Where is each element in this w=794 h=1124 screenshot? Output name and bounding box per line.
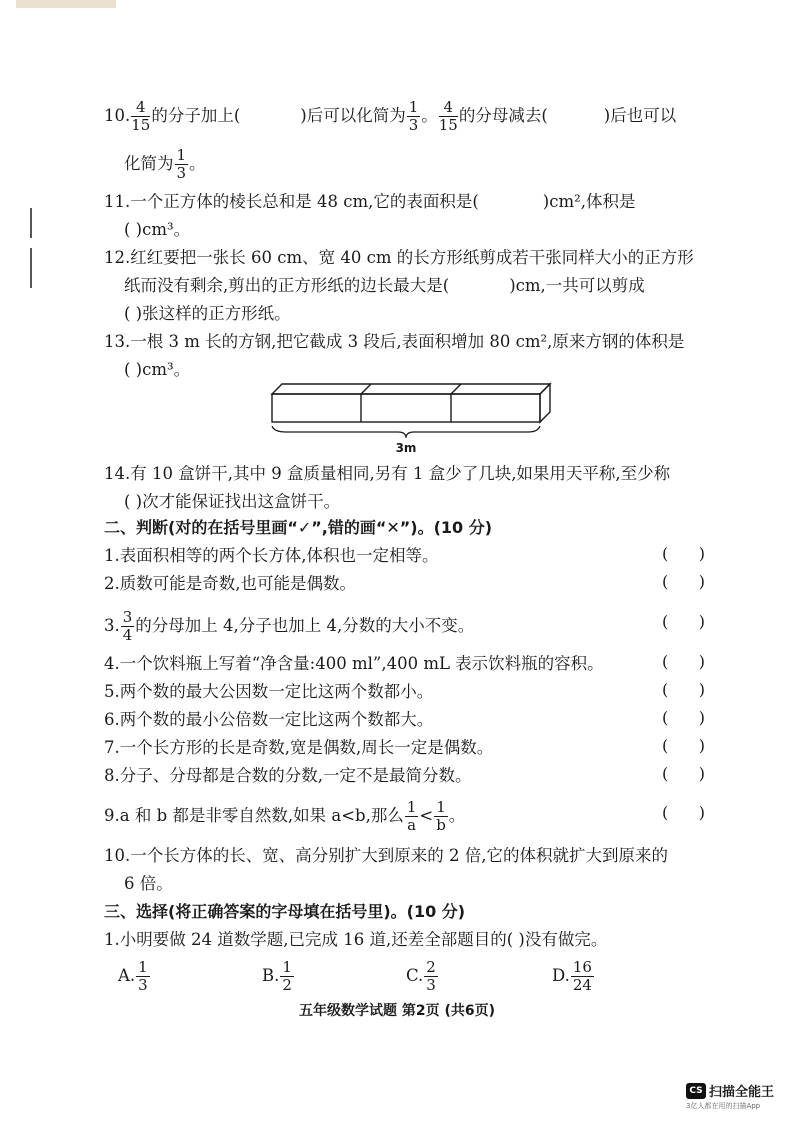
fraction: $\frac{4}{15}$	[438, 98, 458, 134]
judge-item-5: 5.两个数的最大公因数一定比这两个数都小。	[104, 682, 434, 701]
bar-side-face	[540, 384, 550, 422]
answer-paren[interactable]: ( )	[662, 652, 705, 671]
length-brace	[272, 426, 540, 438]
fraction: $\frac{16}{24}$	[572, 958, 592, 994]
judge-item-6: 6.两个数的最小公倍数一定比这两个数都大。	[104, 710, 434, 729]
question-11-line1: 11.一个正方体的棱长总和是 48 cm,它的表面积是( )cm²,体积是	[104, 192, 636, 211]
judge-item-7: 7.一个长方形的长是奇数,宽是偶数,周长一定是偶数。	[104, 738, 494, 757]
answer-paren[interactable]: ( )	[662, 708, 705, 727]
answer-paren[interactable]: ( )	[662, 803, 705, 822]
cut-line-top	[361, 384, 371, 394]
choice-question-1: 1.小明要做 24 道数学题,已完成 16 道,还差全部题目的( )没有做完。	[104, 930, 608, 949]
section-3-heading: 三、选择(将正确答案的字母填在括号里)。(10 分)	[104, 902, 466, 921]
bar-front-face	[272, 394, 540, 422]
judge-item-4: 4.一个饮料瓶上写着“净含量:400 ml”,400 mL 表示饮料瓶的容积。	[104, 654, 604, 673]
scanner-tagline: 3亿人都在用的扫描App	[686, 1102, 761, 1110]
question-12-line2: 纸而没有剩余,剪出的正方形纸的边长最大是( )cm,一共可以剪成	[124, 276, 645, 295]
scanner-watermark	[686, 1080, 775, 1110]
answer-paren[interactable]: ( )	[662, 572, 705, 591]
fraction: $\frac{1}{2}$	[282, 958, 292, 994]
answer-paren[interactable]: ( )	[662, 736, 705, 755]
answer-paren[interactable]: ( )	[662, 764, 705, 783]
judge-item-8: 8.分子、分母都是合数的分数,一定不是最简分数。	[104, 766, 472, 785]
fraction: $\frac{1}{b}$	[436, 798, 446, 834]
question-14-line1: 14.有 10 盒饼干,其中 9 盒质量相同,另有 1 盒少了几块,如果用天平称,至少称	[104, 464, 671, 483]
scan-smudge	[16, 0, 116, 8]
fraction: $\frac{3}{4}$	[122, 608, 133, 644]
option-b[interactable]: B. $\frac{1}{2}$	[262, 958, 292, 994]
judge-item-3: 3. $\frac{3}{4}$ 的分母加上 4,分子也加上 4,分数的大小不变。	[104, 608, 475, 644]
judge-item-9: 9.a 和 b 都是非零自然数,如果 a<b,那么 $\frac{1}{a}$ < $\frac{1}{b}$ 。	[104, 798, 466, 834]
question-12-line3: ( )张这样的正方形纸。	[124, 304, 291, 323]
fraction: $\frac{1}{3}$	[176, 146, 187, 182]
question-11-line2: ( )cm³。	[124, 220, 191, 239]
option-c[interactable]: C. $\frac{2}{3}$	[406, 958, 436, 994]
fraction: $\frac{2}{3}$	[426, 958, 436, 994]
fraction: $\frac{1}{3}$	[138, 958, 148, 994]
fraction: $\frac{1}{3}$	[408, 98, 419, 134]
question-12-line1: 12.红红要把一张长 60 cm、宽 40 cm 的长方形纸剪成若干张同样大小的正方形	[104, 248, 694, 267]
scan-edge-mark	[30, 208, 32, 238]
judge-item-10-line1: 10.一个长方体的长、宽、高分别扩大到原来的 2 倍,它的体积就扩大到原来的	[104, 846, 668, 865]
question-13-line2: ( )cm³。	[124, 360, 191, 379]
answer-paren[interactable]: ( )	[662, 680, 705, 699]
judge-item-1: 1.表面积相等的两个长方体,体积也一定相等。	[104, 546, 439, 565]
judge-item-10-line2: 6 倍。	[124, 874, 173, 893]
question-13-line1: 13.一根 3 m 长的方钢,把它截成 3 段后,表面积增加 80 cm²,原来方钢的体积是	[104, 332, 685, 351]
section-2-heading: 二、判断(对的在括号里画“✓”,错的画“✕”)。(10 分)	[104, 518, 493, 537]
option-a[interactable]: A. $\frac{1}{3}$	[118, 958, 148, 994]
judge-item-2: 2.质数可能是奇数,也可能是偶数。	[104, 574, 356, 593]
length-label: 3m	[395, 441, 417, 455]
steel-bar-figure	[262, 380, 562, 460]
question-10-line2: 化简为 $\frac{1}{3}$ 。	[124, 146, 206, 182]
cut-line-top	[451, 384, 461, 394]
question-14-line2: ( )次才能保证找出这盒饼干。	[124, 492, 341, 511]
scan-edge-mark	[30, 248, 32, 288]
bar-top-face	[272, 384, 550, 394]
fraction: $\frac{4}{15}$	[131, 98, 151, 134]
answer-paren[interactable]: ( )	[662, 612, 705, 631]
page-footer: 五年级数学试题 第2页 (共6页)	[298, 1003, 496, 1019]
scanner-logo-icon: CS	[686, 1083, 706, 1099]
question-10-line1: 10. $\frac{4}{15}$ 的分子加上( )后可以化简为 $\frac{1}{3}$ 。 $\frac{4}{15}$ 的分母减去( )后也可以	[104, 98, 677, 134]
fraction: $\frac{1}{a}$	[406, 798, 417, 834]
answer-paren[interactable]: ( )	[662, 544, 705, 563]
option-d[interactable]: D. $\frac{16}{24}$	[552, 958, 592, 994]
scanner-name: 扫描全能王	[709, 1085, 775, 1100]
